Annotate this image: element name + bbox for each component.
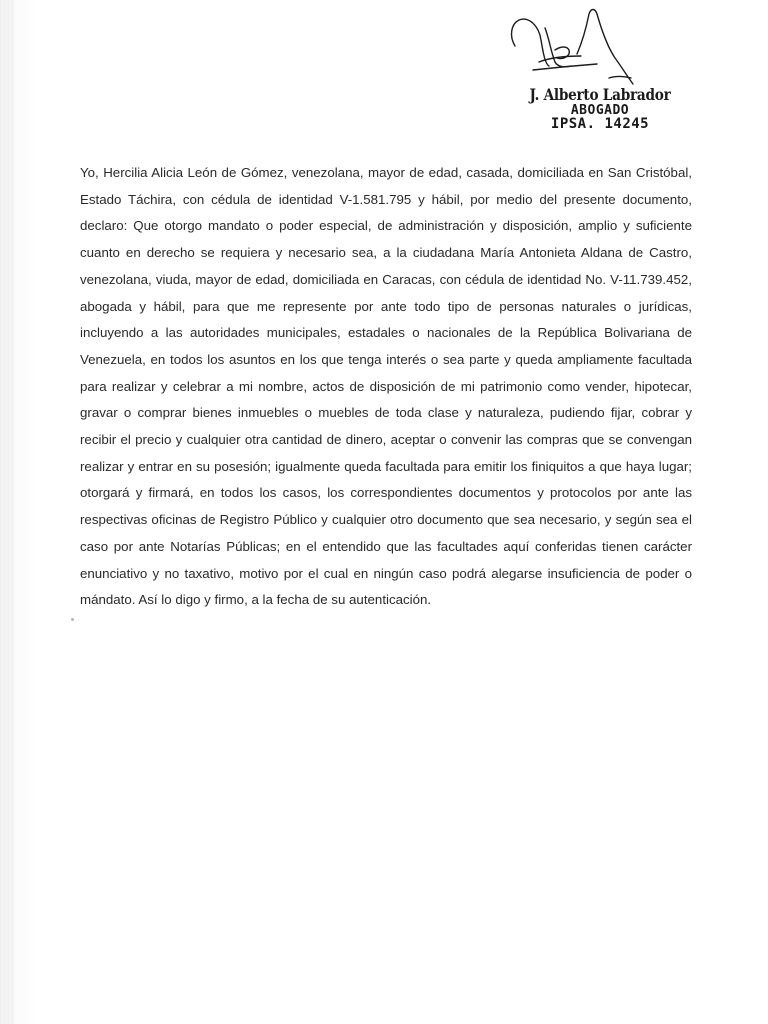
stamp-title: ABOGADO — [570, 103, 630, 118]
lawyer-stamp — [500, 86, 700, 132]
handwritten-signature — [505, 6, 645, 88]
stamp-name: J. Alberto Labrador — [529, 85, 671, 104]
scan-speck — [71, 618, 74, 621]
scan-edge — [0, 0, 14, 1024]
body-paragraph: Yo, Hercilia Alicia León de Gómez, venezolana, mayor de edad, casada, domiciliada en San Cristóbal, Estado Táchira, con cédula de identidad V-1.581.795 y hábil, por medio del presente documento, declaro: Que otorgo mandato o poder especial, de administración y disposición, amplio y suficiente cuanto en derecho se requiera y necesario sea, a la ciudadana María Antonieta Aldana de Castro, venezolana, viuda, mayor de edad, domiciliada en Caracas, con cédula de identidad No. V-11.739.452, abogada y hábil, para que me represente por ante todo tipo de personas naturales o jurídicas, incluyendo a las autoridades municipales, estadales o nacionales de la República Bolivariana de Venezuela, en todos los asuntos en los que tenga interés o sea parte y queda ampliamente facultada para realizar y celebrar a mi nombre, actos de disposición de mi patrimonio como vender, hipotecar, gravar o comprar bienes inmuebles o muebles de toda clase y naturaleza, pudiendo fijar, cobrar y recibir el precio y cualquier otra cantidad de dinero, aceptar o convenir las compras que se convengan realizar y entrar en su posesión; igualmente queda facultada para emitir los finiquitos a que haya lugar; otorgará y firmará, en todos los casos, los correspondientes documentos y protocolos por ante las respectivas oficinas de Registro Público y cualquier otro documento que sea necesario, y según sea el caso por ante Notarías Públicas; en el entendido que las facultades aquí conferidas tienen carácter enunciativo y no taxativo, motivo por el cual en ningún caso podrá alegarse insuficiencia de poder o mándato. Así lo digo y firmo, a la fecha de su autenticación. — [80, 165, 692, 608]
stamp-registration: IPSA. 14245 — [550, 116, 650, 132]
